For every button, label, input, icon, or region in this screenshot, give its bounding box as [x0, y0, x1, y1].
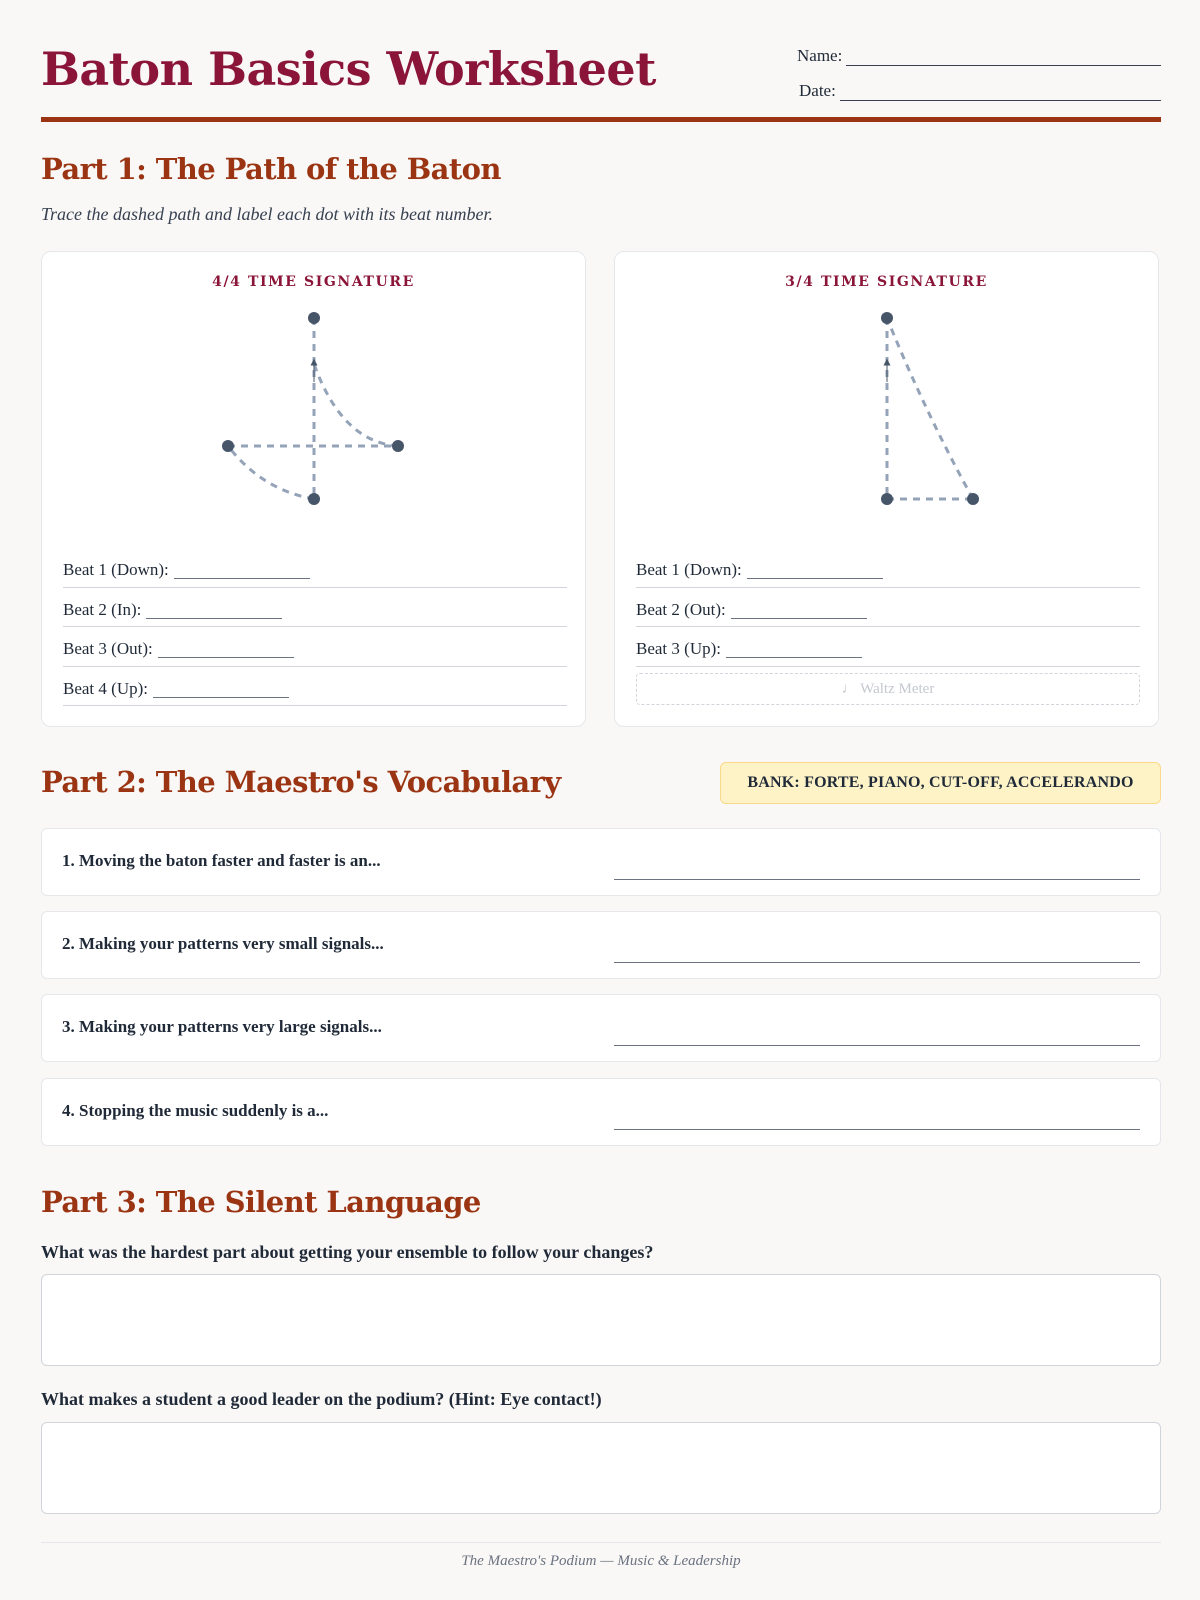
- answer-line[interactable]: [614, 879, 1140, 880]
- beat-blank[interactable]: [726, 644, 862, 658]
- reflection-answer-box[interactable]: [41, 1422, 1161, 1514]
- beat-label: Beat 1 (Down):: [636, 560, 742, 580]
- beat-blank[interactable]: [731, 605, 867, 619]
- name-row: [797, 42, 1161, 66]
- name-field[interactable]: [846, 48, 1161, 66]
- card-four-four: [41, 251, 586, 727]
- beat-label: Beat 3 (Up):: [636, 639, 721, 659]
- beat-dot[interactable]: [308, 493, 320, 505]
- path-beat-up: [887, 318, 973, 499]
- beat-list: [63, 548, 567, 706]
- three-four-pattern-diagram: [615, 252, 1160, 532]
- beat-row: [63, 548, 567, 588]
- name-label: Name:: [797, 46, 843, 65]
- beat-dot[interactable]: [222, 440, 234, 452]
- date-label: Date:: [799, 81, 836, 100]
- part3-heading: Part 3: The Silent Language: [41, 1185, 481, 1219]
- question-text: 3. Making your patterns very large signals...: [62, 1017, 382, 1036]
- student-info: [797, 42, 1161, 112]
- beat-row: [636, 588, 1140, 628]
- beat-row: [63, 588, 567, 628]
- card-title: 4/4 TIME SIGNATURE: [212, 274, 415, 290]
- reflection-prompt: What was the hardest part about getting your ensemble to follow your changes?: [41, 1242, 654, 1262]
- waltz-meter-badge: ♩ Waltz Meter: [636, 673, 1140, 705]
- beat-label: Beat 2 (In):: [63, 599, 142, 619]
- worksheet-header: [41, 28, 1161, 122]
- path-beat-in: [228, 446, 314, 499]
- question-text: 2. Making your patterns very small signals...: [62, 934, 384, 953]
- part1-instruction: Trace the dashed path and label each dot with its beat number.: [41, 204, 493, 224]
- reflection-prompt: What makes a student a good leader on the podium? (Hint: Eye contact!): [41, 1389, 602, 1409]
- beat-dot[interactable]: [881, 312, 893, 324]
- date-row: [797, 77, 1161, 101]
- beat-list: [636, 548, 1140, 667]
- beat-dot[interactable]: [392, 440, 404, 452]
- beat-label: Beat 4 (Up):: [63, 678, 148, 698]
- beat-blank[interactable]: [153, 684, 289, 698]
- page-title: Baton Basics Worksheet: [41, 42, 656, 96]
- vocab-question: [41, 994, 1161, 1062]
- date-field[interactable]: [840, 83, 1161, 101]
- question-text: 1. Moving the baton faster and faster is an...: [62, 851, 381, 870]
- beat-blank[interactable]: [174, 565, 310, 579]
- beat-blank[interactable]: [158, 644, 294, 658]
- beat-dot[interactable]: [967, 493, 979, 505]
- four-four-pattern-diagram: [42, 252, 587, 532]
- vocab-question: [41, 828, 1161, 896]
- card-three-four: [614, 251, 1159, 727]
- word-bank: BANK: FORTE, PIANO, CUT-OFF, ACCELERANDO: [720, 762, 1161, 804]
- vocab-question: [41, 911, 1161, 979]
- beat-dot[interactable]: [881, 493, 893, 505]
- path-beat-up: [314, 364, 398, 446]
- beat-label: Beat 1 (Down):: [63, 560, 169, 580]
- answer-line[interactable]: [614, 1045, 1140, 1046]
- answer-line[interactable]: [614, 1129, 1140, 1130]
- beat-dot[interactable]: [308, 312, 320, 324]
- beat-row: [636, 548, 1140, 588]
- beat-blank[interactable]: [747, 565, 883, 579]
- beat-blank[interactable]: [146, 605, 282, 619]
- question-text: 4. Stopping the music suddenly is a...: [62, 1101, 329, 1120]
- vocab-question: [41, 1078, 1161, 1146]
- footer: The Maestro's Podium — Music & Leadership: [41, 1542, 1161, 1570]
- part1-heading: Part 1: The Path of the Baton: [41, 152, 501, 186]
- answer-line[interactable]: [614, 962, 1140, 963]
- beat-row: [636, 627, 1140, 667]
- reflection-answer-box[interactable]: [41, 1274, 1161, 1366]
- beat-row: [63, 627, 567, 667]
- card-title: 3/4 TIME SIGNATURE: [785, 274, 988, 290]
- beat-row: [63, 667, 567, 707]
- beat-label: Beat 3 (Out):: [63, 639, 153, 659]
- part2-heading: Part 2: The Maestro's Vocabulary: [41, 765, 561, 799]
- beat-label: Beat 2 (Out):: [636, 599, 726, 619]
